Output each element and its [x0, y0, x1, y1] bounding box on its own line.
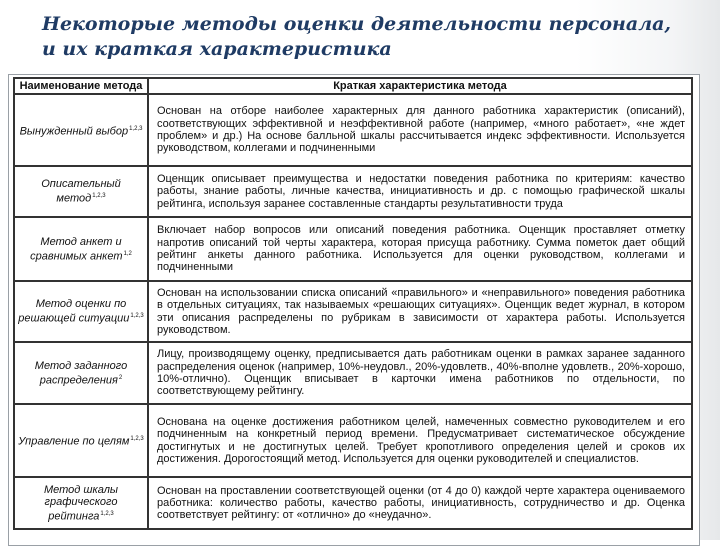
table-row: [14, 281, 692, 342]
method-description: Включает набор вопросов или описаний поведения работника. Оценщик проставляет отметку напротив описаний той черты характера, которая присуща работнику. Сумма пометок дает общий рейтинг анкеты данного работника. Используется для оценки руководством, коллегами и подчиненными: [148, 217, 692, 281]
slide-title-line-2: и их краткая характеристика: [42, 38, 392, 60]
table-row: [14, 404, 692, 477]
method-name-cell: [14, 281, 148, 342]
table-row: [14, 342, 692, 404]
methods-table: [13, 77, 693, 530]
method-description: Основан на отборе наиболее характерных для данного работника характеристик (описаний), соответствующих эффективной и неэффективной работе (например, «много работает», «не ждет проблем» и др.) На основе балльной шкалы рассчитывается индекс эффективности. Используется руководством, коллегами и подчиненными: [148, 94, 692, 166]
method-name: Описательный метод: [41, 178, 121, 205]
method-name: Управление по целям: [18, 435, 130, 448]
footnote-marker: 2: [118, 374, 123, 381]
method-name-cell: [14, 94, 148, 166]
slide-title: [42, 12, 682, 62]
method-name-cell: [14, 404, 148, 477]
scanned-table-image: [8, 74, 700, 546]
method-description: Основан на проставлении соответствующей оценки (от 4 до 0) каждой черте характера оцениваемого работника: количество работы, качество работы, инициативность, сотрудничество и др. Оценка соответствует рейтингу: от «отлично» до «неудачно».: [148, 477, 692, 529]
method-name-cell: [14, 342, 148, 404]
table-row: [14, 217, 692, 281]
footnote-marker: 1,2,3: [92, 193, 106, 200]
footnote-marker: 1,2,3: [129, 125, 143, 132]
footnote-marker: 1,2,3: [130, 436, 144, 443]
method-name-cell: [14, 217, 148, 281]
method-name: Метод оценки по решающей ситуации: [18, 298, 130, 325]
footnote-marker: 1,2,3: [130, 313, 144, 320]
table-row: [14, 166, 692, 217]
method-description: Основана на оценке достижения работником целей, намеченных совместно руководителем и его подчиненным на конкретный период времени. Предусматривает систематическое обсуждение достигнутых и не достигнутых целей. Требует кропотливого определения целей и сроков их достижения. Дорогостоящий метод. Используется для оценки руководителей и специалистов.: [148, 404, 692, 477]
method-name: Метод шкалы графического рейтинга: [43, 483, 119, 523]
method-description: Основан на использовании списка описаний «правильного» и «неправильного» поведения работника в отдельных ситуациях, так называемых «решающих ситуациях». Оценщик ведет журнал, в котором эти описания распределены по рубрикам в зависимости от характера работы. Используется руководством.: [148, 281, 692, 342]
method-description: Оценщик описывает преимущества и недостатки поведения работника по критериям: качество работы, знание работы, личные качества, инициативность и др. с помощью графической шкалы рейтинга, используя заранее составленные стандарты результативности труда: [148, 166, 692, 217]
slide-title-line-1: Некоторые методы оценки деятельности персонала,: [42, 13, 672, 35]
method-name-cell: [14, 166, 148, 217]
table-row: [14, 477, 692, 529]
table-header-row: [14, 78, 692, 94]
method-description: Лицу, производящему оценку, предписывается дать работникам оценки в рамках заранее заданного распределения оценок (например, 10%-неудовл., 20%-удовлетв., 40%-вполне удовлетв., 20%-хорошо, 10%-отлично). Оценщик вписывает в карточки имена работников по отдельности, по соответствующему рейтингу.: [148, 342, 692, 404]
method-name-cell: [14, 477, 148, 529]
column-header-name: Наименование метода: [14, 78, 148, 94]
table-row: [14, 94, 692, 166]
column-header-description: Краткая характеристика метода: [148, 78, 692, 94]
method-name: Вынужденный выбор: [19, 125, 129, 138]
method-name: Метод анкет и сравнимых анкет: [30, 235, 123, 263]
footnote-marker: 1,2,3: [100, 510, 114, 517]
footnote-marker: 1,2: [123, 250, 132, 257]
method-name: Метод заданного распределения: [34, 359, 128, 387]
